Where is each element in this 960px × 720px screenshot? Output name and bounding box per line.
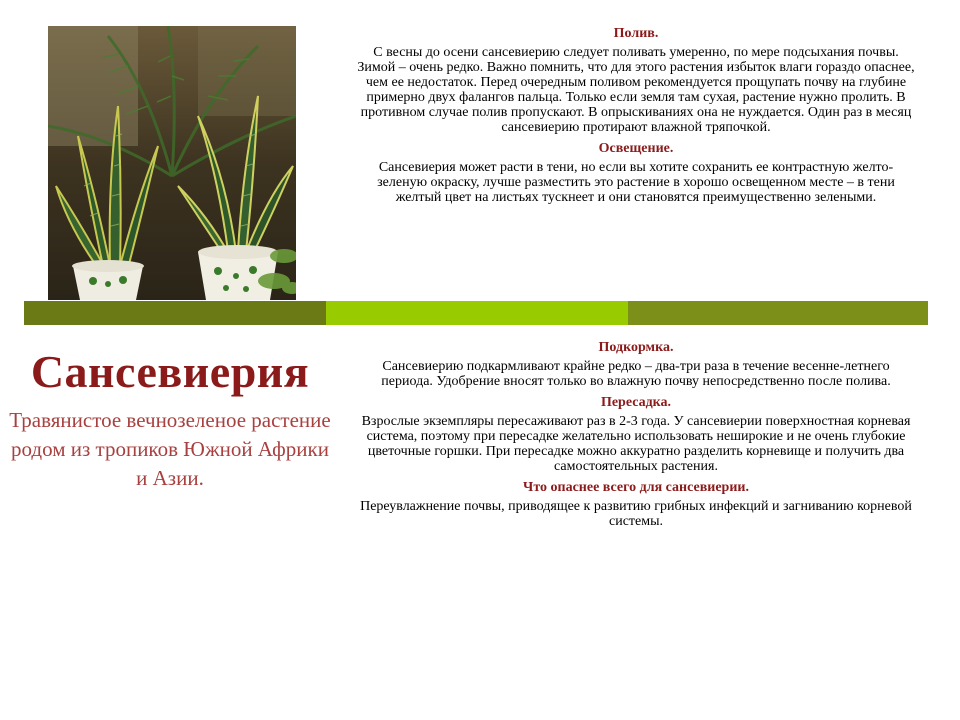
section-heading: Полив. xyxy=(613,26,659,41)
page-title: Сансевиерия xyxy=(30,346,310,397)
section-body: Сансевиерия может расти в тени, но если вы хотите сохранить ее контрастную желто-зеленую окраску, лучше разместить это растение в хорошо освещенном месте – в тени желтый цвет на листьях тускнеет и они становятся преимущественно зелеными. xyxy=(377,160,895,205)
section-body: Сансевиерию подкармливают крайне редко – два-три раза в течение весенне-летнего периода. Удобрение вносят только во влажную почву непосредственно после полива. xyxy=(381,359,891,389)
band-middle xyxy=(326,301,628,325)
text-column-bottom xyxy=(352,340,920,535)
title-block xyxy=(0,344,340,493)
page-subtitle: Травянистое вечнозеленое растение родом из тропиков Южной Африки и Азии. xyxy=(9,408,331,490)
decorative-color-bands xyxy=(24,301,928,325)
band-left xyxy=(24,301,326,325)
section-heading: Пересадка. xyxy=(600,395,672,410)
text-column-top xyxy=(352,26,920,211)
section-heading: Что опаснее всего для сансевиерии. xyxy=(523,480,749,495)
section-body: Переувлажнение почвы, приводящее к развитию грибных инфекций и загниванию корневой системы. xyxy=(360,499,912,529)
section-heading: Освещение. xyxy=(598,141,674,156)
section-dangers xyxy=(352,480,920,529)
section-lighting xyxy=(352,141,920,205)
section-heading: Подкормка. xyxy=(598,340,674,355)
section-body: С весны до осени сансевиерию следует поливать умеренно, по мере подсыхания почвы. Зимой – очень редко. Важно помнить, что для этого растения избыток влаги гораздо опаснее, чем ее недостаток. Перед очередным поливом рекомендуется прощупать почву на глубине примерно двух фалангов пальца. Только если земля там сухая, растение нужно пролить. В противном случае полив пропускают. В опрыскиваниях она не нуждается. Один раз в месяц сансевиерию протирают влажной тряпочкой. xyxy=(357,45,915,135)
section-feeding xyxy=(352,340,920,389)
section-body: Взрослые экземпляры пересаживают раз в 2-3 года. У сансевиерии поверхностная корневая система, поэтому при пересадке желательно использовать неширокие и не очень глубокие цветочные горшки. При пересадке можно аккуратно разделить корневище и получить два самостоятельных растения. xyxy=(361,414,911,474)
section-repotting xyxy=(352,395,920,474)
section-watering xyxy=(352,26,920,135)
band-right xyxy=(628,301,928,325)
sansevieria-plant-photo xyxy=(48,26,296,300)
